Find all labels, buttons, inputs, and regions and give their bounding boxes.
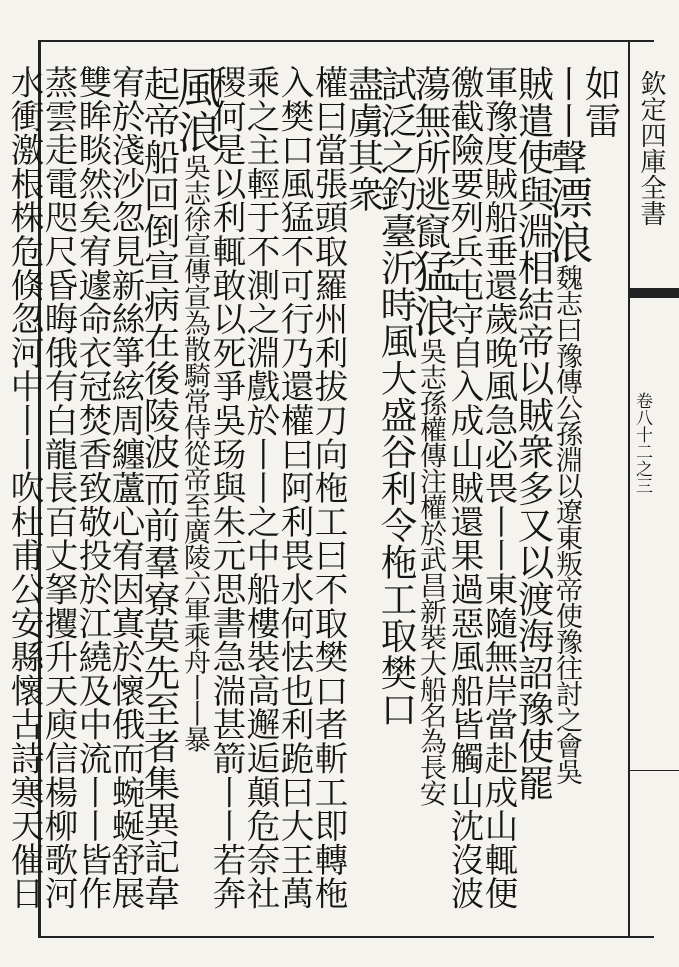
text-column	[480, 65, 520, 910]
text-column	[446, 65, 486, 910]
entry-heading: 猛浪	[405, 249, 456, 338]
column-prefix-text: 蕩無所逃竄	[409, 65, 452, 249]
column-body-text: 宥於淺沙忽見新絲箏絃周纏蘆心宥因寘於懷俄而蜿蜒舒展	[106, 65, 145, 910]
book-title: 欽定四庫全書	[636, 70, 666, 226]
text-column	[242, 65, 282, 910]
column-body-text: 盡虜其衆	[342, 65, 385, 213]
juan-label: 卷八十二之三	[632, 392, 652, 494]
column-body-text: 水衝激根株危倏忽河中丨丨吹杜甫公安縣懷古詩寒天催日	[5, 65, 44, 910]
column-body-text: 魏志曰豫傳公孫淵以遼東叛帝使豫往討之會吳	[551, 264, 582, 785]
column-body-text: 賊遣使與淵相結帝以賊衆多又以渡海詔豫使罷	[512, 65, 555, 801]
fish-tail-mark	[630, 288, 679, 298]
text-column	[579, 65, 622, 139]
column-body-text: 蒸雲走電咫尺昏晦俄有白龍長百丈拏攫升天庾信楊柳歌河	[39, 65, 78, 910]
column-body-text: 雙眸睒然矣宥遽命衣冠焚香致敬投於江繞及中流丨丨皆作	[73, 65, 112, 910]
text-column	[342, 65, 385, 213]
column-body-text: 吳志徐宣傳宣為散騎常侍從帝至廣陵六軍乘舟丨丨暴	[179, 153, 210, 752]
frame-right	[628, 40, 630, 938]
text-column	[74, 65, 114, 910]
text-column	[169, 65, 220, 752]
column-body-text: 入樊口風猛不可行乃還權曰阿利畏水何怯也利跪曰大王萬	[275, 65, 314, 910]
text-column	[138, 65, 181, 912]
column-body-text: 乘之主輕于不測之淵戲於丨丨之中船樓裝高邂逅顛危奈社	[241, 65, 280, 910]
column-body-text: 徼截險要列兵屯守自入成山賊還果過惡風船皆觸山沈沒波	[445, 65, 484, 910]
text-column	[40, 65, 80, 910]
text-column	[276, 65, 316, 910]
column-body-text: 起帝船回倒宣病在後陵波而前羣寮莫先至者集異記韋	[138, 65, 181, 912]
frame-bottom	[38, 936, 654, 938]
column-body-text: 吳志孫權傳注權於武昌新裝大船名為長安	[415, 337, 446, 806]
text-column	[6, 65, 46, 910]
column-body-text: 軍豫度賊船垂還歲晚風急必畏丨丨東隨無岸當赴成山輒便	[479, 65, 518, 910]
entry-heading: 漂浪	[541, 175, 592, 265]
column-body-text: 稷何是以利輒敢以死爭吳玚與朱元思書急湍甚箭丨丨若奔	[207, 65, 246, 910]
strip-line	[630, 770, 679, 771]
text-column	[310, 65, 350, 910]
column-prefix-text: 如雷	[579, 65, 622, 139]
column-body-text: 試泛之釣臺沂時風大盛谷利令柂工取樊口	[375, 65, 418, 728]
column-body-text: 權曰當張頭取羅州利拔刀向柂工曰不取樊口者斬工即轉柂	[309, 65, 348, 910]
frame-top	[38, 40, 654, 42]
column-prefix-text: 丨丨聲	[545, 65, 588, 176]
entry-heading: 風浪	[169, 65, 220, 154]
text-column	[405, 65, 456, 806]
text-column	[512, 65, 555, 801]
